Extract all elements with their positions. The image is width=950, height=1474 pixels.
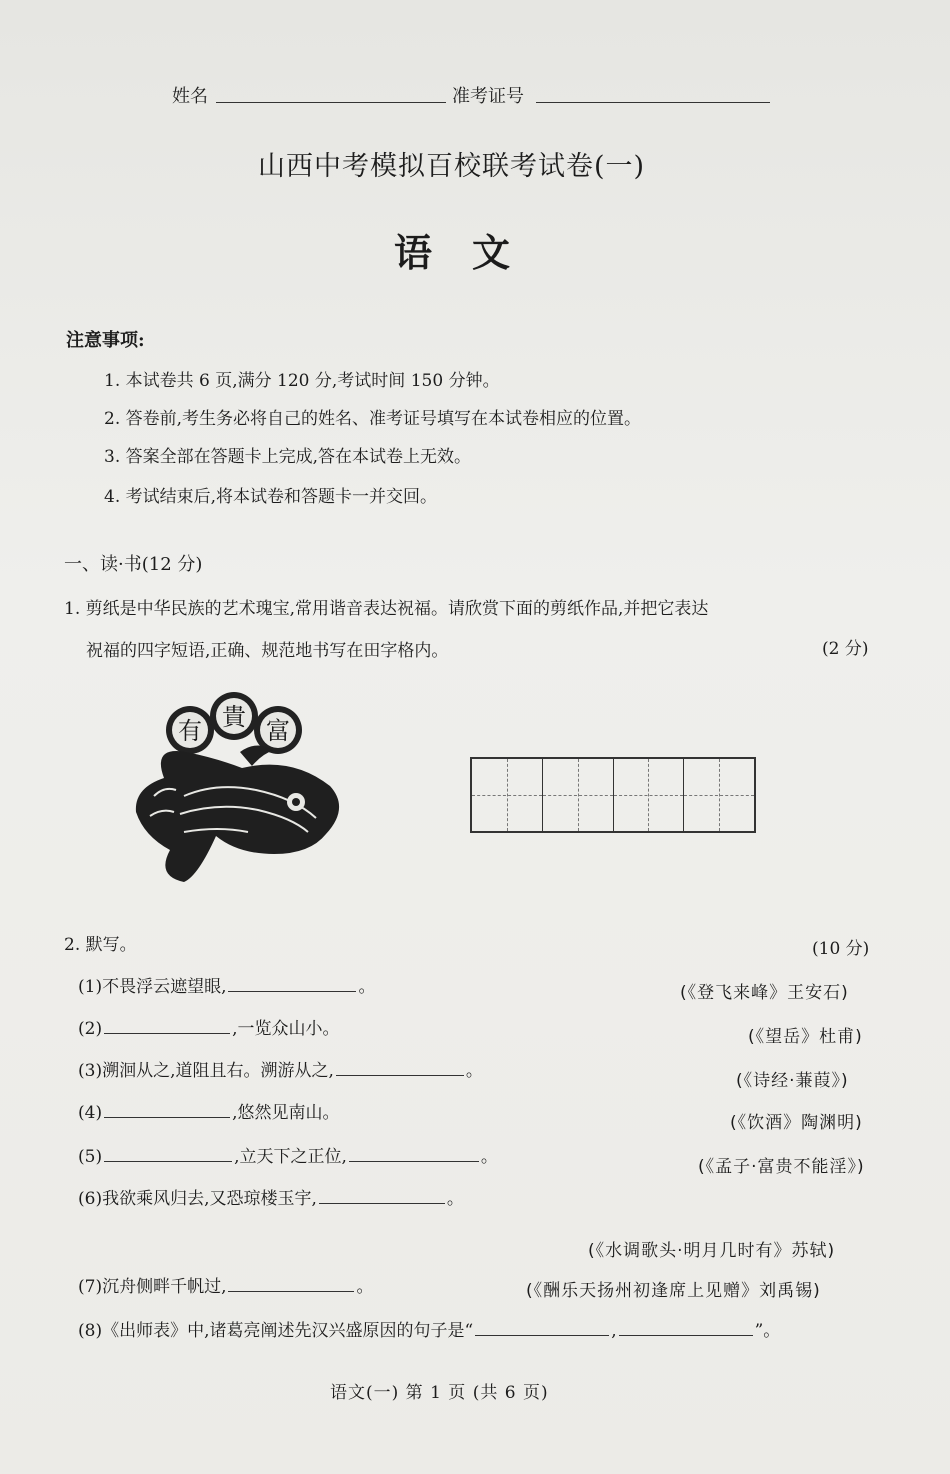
papercut-char: 貴 [222,703,246,731]
notes-item: 2. 答卷前,考生务必将自己的姓名、准考证号填写在本试卷相应的位置。 [104,409,642,429]
exam-title: 山西中考模拟百校联考试卷(一) [258,151,646,182]
notes-heading: 注意事项: [66,330,145,351]
exam-id-label: 准考证号 [452,86,524,107]
dictation-item: (1)不畏浮云遮望眼, 。 [78,972,375,997]
poem-source: (《登飞来峰》王安石) [680,983,849,1003]
dictation-item: (3)溯洄从之,道阻且右。溯游从之, 。 [78,1056,483,1081]
page-footer: 语文(一) 第 1 页 (共 6 页) [330,1383,549,1403]
papercut-fish-image [124,686,346,886]
grid-cell[interactable] [543,759,614,831]
grid-cell[interactable] [614,759,685,831]
answer-blank[interactable] [228,973,356,992]
answer-blank[interactable] [319,1185,445,1204]
grid-cell[interactable] [472,759,543,831]
answer-blank[interactable] [349,1143,479,1162]
answer-blank[interactable] [228,1273,354,1292]
notes-item: 4. 考试结束后,将本试卷和答题卡一并交回。 [104,487,438,507]
papercut-char: 富 [266,717,290,745]
answer-blank[interactable] [104,1143,232,1162]
papercut-char: 有 [178,717,202,745]
dictation-item: (7)沉舟侧畔千帆过, 。 [78,1272,373,1297]
question-2-score: (10 分) [812,939,870,959]
exam-id-field-line[interactable] [536,102,770,103]
poem-source: (《孟子·富贵不能淫》) [698,1157,865,1177]
answer-blank[interactable] [619,1317,753,1336]
dictation-item: (2) ,一览众山小。 [78,1014,340,1039]
answer-blank[interactable] [336,1057,464,1076]
question-1-score: (2 分) [822,639,869,659]
subject-title: 语文 [394,230,551,275]
section-heading: 一、读·书(12 分) [64,554,203,575]
dictation-item: (6)我欲乘风归去,又恐琼楼玉宇, 。 [78,1184,464,1209]
answer-blank[interactable] [104,1015,230,1034]
name-field-line[interactable] [216,102,446,103]
name-label: 姓名 [172,86,208,107]
dictation-item: (5) ,立天下之正位, 。 [78,1142,498,1167]
poem-source: (《饮酒》陶渊明) [730,1113,863,1133]
poem-source: (《望岳》杜甫) [748,1027,863,1047]
dictation-item: (8)《出师表》中,诸葛亮阐述先汉兴盛原因的句子是“ , ”。 [78,1316,780,1341]
poem-source: (《水调歌头·明月几时有》苏轼) [588,1241,836,1261]
dictation-item: (4) ,悠然见南山。 [78,1098,340,1123]
answer-blank[interactable] [104,1099,230,1118]
notes-item: 1. 本试卷共 6 页,满分 120 分,考试时间 150 分钟。 [104,371,500,391]
answer-blank[interactable] [475,1317,609,1336]
tianzige-grid[interactable] [470,757,756,833]
grid-cell[interactable] [684,759,754,831]
poem-source: (《诗经·蒹葭》) [736,1071,849,1091]
poem-source: (《酬乐天扬州初逢席上见赠》刘禹锡) [526,1281,821,1301]
question-1-line2: 祝福的四字短语,正确、规范地书写在田字格内。 [86,641,449,661]
question-1-line1: 1. 剪纸是中华民族的艺术瑰宝,常用谐音表达祝福。请欣赏下面的剪纸作品,并把它表达 [64,599,709,619]
notes-item: 3. 答案全部在答题卡上完成,答在本试卷上无效。 [104,447,472,467]
question-2-heading: 2. 默写。 [64,935,137,955]
